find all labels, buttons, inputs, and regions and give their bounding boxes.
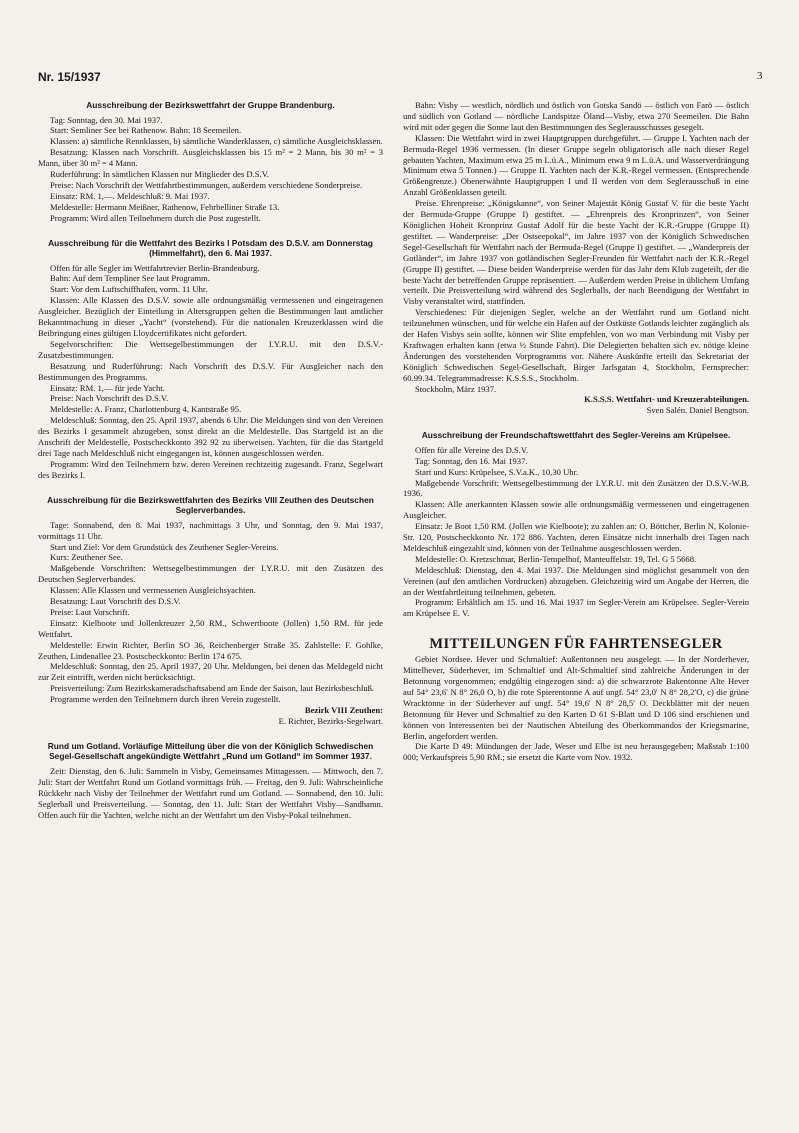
paragraph: Meldestelle: Erwin Richter, Berlin SO 36, Reichenberger Straße 35. Zahlstelle: F. Gohlke, Zeuthen, Lindenallee 23. Postscheckkonto: Berlin 174 675. (38, 639, 383, 661)
paragraph: Tage: Sonnabend, den 8. Mai 1937, nachmittags 3 Uhr, und Sonntag, den 9. Mai 1937, vormittags 11 Uhr. (38, 519, 383, 541)
section-brandenburg (38, 100, 383, 224)
mitteilungen-heading: MITTEILUNGEN FÜR FAHRTENSEGLER (429, 636, 723, 653)
left-column (38, 100, 383, 820)
paragraph: Stockholm, März 1937. (415, 383, 497, 394)
issue-number: Nr. 15/1937 (38, 70, 101, 84)
paragraph: Programm: Wird allen Teilnehmern durch die Post zugestellt. (50, 212, 261, 223)
paragraph: Offen für alle Vereine des D.S.V. (415, 444, 529, 455)
paragraph: Einsatz: RM. 1,— für jede Yacht. (50, 382, 165, 393)
section-potsdam (38, 238, 383, 481)
section-zeuthen (38, 495, 383, 727)
paragraph: Tag: Sonntag, den 30. Mai 1937. (50, 114, 163, 125)
paragraph: Segelvorschriften: Die Wettsegelbestimmungen der I.Y.R.U. mit den D.S.V.-Zusatzbestimmungen. (38, 338, 383, 360)
paragraph: Start: Vor dem Luftschiffhafen, vorm. 11 Uhr. (50, 284, 208, 295)
paragraph: Zeit: Dienstag, den 6. Juli: Sammeln in Visby, Gemeinsames Mittagessen. — Mittwoch, den 7. Juli: Start der Wettfahrt Rund um Gotland vormittags früh. — Freitag, den 9. Juli: Wahrscheinliche Rückkehr nach Visby der Teilnehmer der Wettfahrt rund um Gotland. — Sonnabend, den 10. Juli: Seglerball und Preisverteilung. — Sonntag, den 11. Juli: Start der Wettfahrt Visby—Sandhamn. Offen auch für die Yachten, welche nicht an der Wettfahrt um den Visby-Pokal teilnehmen. (38, 765, 383, 820)
paragraph: Preise: Nach Vorschrift des D.S.V. (50, 393, 169, 404)
paragraph: Meldestelle: Hermann Meißner, Rathenow, Fehrbelliner Straße 13. (50, 201, 280, 212)
paragraph: Programm: Wird den Teilnehmern bzw. deren Vereinen rechtzeitig zugesandt. Franz, Segelwart des Bezirks I. (38, 458, 383, 480)
signature-line: K.S.S.S. Wettfahrt- und Kreuzerabteilungen. (584, 394, 749, 405)
paragraph: Kurs: Zeuthener See. (50, 552, 123, 563)
paragraph: Bahn: Auf dem Templiner See laut Programm. (50, 273, 210, 284)
paragraph: Start und Kurs: Krüpelsee, S.V.a.K., 10,30 Uhr. (415, 466, 579, 477)
section-title: Ausschreibung der Freundschaftswettfahrt des Segler-Vereins am Krüpelsee. (421, 430, 731, 441)
section-gotland (38, 741, 383, 821)
paragraph: Klassen: a) sämtliche Rennklassen, b) sämtliche Wanderklassen, c) sämtliche Ausgleichsklassen. (50, 136, 383, 147)
section-gotland-continued (403, 100, 749, 416)
signature-line: Bezirk VIII Zeuthen: (304, 705, 383, 716)
paragraph: Preisverteilung: Zum Bezirkskameradschaftsabend am Ende der Saison, laut Bezirksbeschluß. (50, 683, 375, 694)
section-title: Ausschreibung der Bezirkswettfahrt der Gruppe Brandenburg. (86, 100, 335, 110)
paragraph: Einsatz: Kielboote und Jollenkreuzer 2,50 RM., Schwertboote (Jollen) 1,50 RM. für jede Wettfahrt. (38, 617, 383, 639)
paragraph: Offen für alle Segler im Wettfahrtrevier Berlin-Brandenburg. (50, 262, 260, 273)
paragraph: Ruderführung: In sämtlichen Klassen nur Mitglieder des D.S.V. (50, 169, 269, 180)
section-title: Ausschreibung für die Wettfahrt des Bezirks I Potsdam des D.S.V. am Donnerstag (Himmelfahrt), den 6. Mai 1937. (48, 237, 373, 259)
paragraph: Meldestelle: O. Kretzschmar, Berlin-Tempelhof, Manteuffelstr. 19, Tel. G 5 5668. (415, 553, 697, 564)
paragraph: Meldeschluß: Sonntag, den 25. April 1937, 20 Uhr. Meldungen, bei denen das Meldegeld nicht zur Zeit eintrifft, werden nicht berücksichtigt. (38, 661, 383, 683)
paragraph: Tag: Sonntag, den 16. Mai 1937. (415, 455, 528, 466)
signature-line: Sven Salén. Daniel Bengtson. (646, 405, 749, 416)
paragraph: Start und Ziel: Vor dem Grundstück des Zeuthener Segler-Vereins. (50, 541, 279, 552)
paragraph: Preise. Ehrenpreise: „Königskanne“, von Seiner Majestät König Gustaf V. für die beste Yacht der Bermuda-Gruppe (Gruppe I) gestiftet. — „Ehrenpreis des Kronprinzen“, von Seiner Königlichen Hoheit Kronprinz Gustaf Adolf für die beste Yacht der K.R.-Gruppe (Gruppe II) gestiftet. — Wanderpreise: „Der Ostseepokal“, im Jahre 1937 von der Königlich Schwedischen Segel-Gesellschaft für Wettfahrt nach der Bermuda-Regel (Gruppe I) gestiftet. — „Wanderpreis der Gotländer“, im Jahre 1937 von gotländischen Segler-Freunden für Wettfahrt nach der K.R.-Regel (Gruppe II) gestiftet. — Diese beiden Wanderpreise werden für das Jahr dem Klub zugeteilt, der die beste Yacht der betreffenden Gruppe repräsentiert. — Außerdem werden Preise in üblichem Umfang verteilt. Die Preisverteilung wird während des Seglerballs, der nach Beendigung der Wettfahrt in Visby veranstaltet wird, stattfinden. (403, 198, 749, 307)
paragraph: Die Karte D 49: Mündungen der Jade, Weser und Elbe ist neu herausgegeben; Maßstab 1:100 000; Verkaufspreis 5,90 RM.; sie ersetzt die Karte vom Nov. 1932. (403, 741, 749, 763)
paragraph: Besatzung und Ruderführung: Nach Vorschrift des D.S.V. Für Ausgleicher nach den Bestimmungen des Programms. (38, 360, 383, 382)
paragraph: Klassen: Alle Klassen und vermessenen Ausgleichsyachten. (50, 585, 256, 596)
paragraph: Bahn: Visby — westlich, nördlich und östlich von Gotska Sandö — östlich von Farö — östlich und südlich von Gotland — nördliche Landspitze Öland—Visby, etwa 270 Seemeilen. Die Bahn wird mit oder gegen die Sonne laut den Bestimmungen des Seglerausschusses gesegelt. (403, 100, 749, 132)
paragraph: Start: Semliner See bei Rathenow. Bahn: 18 Seemeilen. (50, 125, 242, 136)
paragraph: Meldestelle: A. Franz, Charlottenburg 4, Kantstraße 95. (50, 404, 242, 415)
paragraph: Einsatz: Je Boot 1,50 RM. (Jollen wie Kielboote); zu zahlen an: O. Böttcher, Berlin N, Kolonie-Str. 120, Postscheckkonto Nr. 172 886. Yachten, deren Einsätze nicht innerhalb drei Tagen nach Meldeschluß eingezahlt sind, können von der Teilnahme ausgeschlossen werden. (403, 521, 749, 553)
section-title: Ausschreibung für die Bezirkswettfahrten des Bezirks VIII Zeuthen des Deutschen Seglerverbandes. (47, 494, 374, 516)
paragraph: Maßgebende Vorschrift: Wettsegelbestimmung der I.Y.R.U. mit den Zusätzen der D.S.V.-W.B. 1936. (403, 477, 749, 499)
paragraph: Maßgebende Vorschriften: Wettsegelbestimmungen der I.Y.R.U. mit den Zusätzen des Deutschen Seglerverbandes. (38, 563, 383, 585)
signature-line: E. Richter, Bezirks-Segelwart. (278, 716, 383, 726)
paragraph: Einsatz: RM. 1,—. Meldeschluß: 9. Mai 1937. (50, 190, 210, 201)
paragraph: Preise: Laut Vorschrift. (50, 606, 130, 617)
paragraph: Verschiedenes: Für diejenigen Segler, welche an der Wettfahrt rund um Gotland nicht teilzunehmen wünschen, und für welche ein Hafen auf der Ostküste Gotlands leichter zugänglich als der Hafen Visbys sein sollte, können wir Slite empfehlen, von wo man Verbindung mit Visby per Kraftwagen erhalten kann (etwa ½ Stunde Fahrt). Die Delegierten behalten sich ev. nötige kleine Änderungen des vorstehenden Vorprogramms vor. Nähere Auskünfte erteilt das Sekretariat der Königlich Schwedischen Segel-Gesellschaft, Birger Jarlsgatan 4, Stockholm, Fernsprecher: 60.99.34. Telegrammadresse: K.S.S.S., Stockholm. (403, 307, 749, 383)
section-mitteilungen (403, 636, 749, 763)
right-column (403, 100, 749, 763)
paragraph: Programm: Erhältlich am 15. und 16. Mai 1937 im Segler-Verein am Krüpelsee. Segler-Verein am Krüpelsee E. V. (403, 597, 749, 619)
section-krupelsee (403, 430, 749, 619)
paragraph: Klassen: Alle Klassen des D.S.V. sowie alle ordnungsmäßig vermessenen und eingetragenen Ausgleicher. Bezüglich der Einteilung in Altersgruppen gelten die Bestimmungen laut amtlicher Bekanntmachung in dieser „Yacht“ (vorstehend). Für die nationalen Kreuzerklassen wird die Beibringung eines gültigen Lloydcertifikates nicht gefordert. (38, 295, 383, 338)
section-title: Rund um Gotland. Vorläufige Mitteilung über die von der Königlich Schwedischen Segel-Gesellschaft angekündigte Wettfahrt „Rund um Gotland“ im Sommer 1937. (47, 740, 374, 762)
paragraph: Meldeschluß: Sonntag, den 25. April 1937, abends 6 Uhr. Die Meldungen sind von den Vereinen des Bezirks I gesammelt abzugeben, sonst direkt an die Meldestelle. Das Startgeld ist an die Anschrift der Meldestelle, Postscheckkonto 392 92 zu überweisen. Yachten, für die das Startgeld drei Tage nach Meldeschluß nicht eingegangen ist, können ausgeschlossen werden. (38, 415, 383, 458)
paragraph: Preise: Nach Vorschrift der Wettfahrtbestimmungen, außerdem verschiedene Sonderpreise. (50, 179, 363, 190)
paragraph: Klassen: Alle anerkannten Klassen sowie alle ordnungsmäßig vermessenen und eingetragenen Ausgleicher. (403, 499, 749, 521)
page-number: 3 (757, 70, 763, 82)
paragraph: Klassen: Die Wettfahrt wird in zwei Hauptgruppen durchgeführt. — Gruppe I. Yachten nach der Bermuda-Regel 1936 vermessen. (In dieser Gruppe segeln obligatorisch alle nach dieser Regel gebauten Yachten, Maximum etwa 25 m L.ü.A., Minimum etwa 9 m L.ü.A. und Wasserverdrängung Minimum etwa 5 Tonnen.) — Gruppe II. Yachten nach der K.R.-Regel vermessen. (Entsprechende Größengrenze.) Obenerwähnte Hauptgruppen I und II werden von dem Seglerausschuß in eine Anzahl Größenklassen geteilt. (403, 132, 749, 198)
paragraph: Besatzung: Klassen nach Vorschrift. Ausgleichsklassen bis 15 m² = 2 Mann, bis 30 m² = 3 Mann, über 30 m² = 4 Mann. (38, 147, 383, 169)
paragraph: Besatzung: Laut Vorschrift des D.S.V. (50, 596, 181, 607)
paragraph: Programme werden den Teilnehmern durch ihren Verein zugestellt. (50, 694, 281, 705)
paragraph: Gebiet Nordsee. Hever und Schmaltief: Außentonnen neu ausgelegt. — In der Norderhever, Mittelhever, Süderhever, im Schmaltief und Alt-Schmaltief sind zahlreiche Änderungen in der Betonnung vorgenommen; endgültig eingezogen sind: a) die schwarzrote Bakentonne Alte Hever auf 54° 23,6′ N 8° 26,0 O, b) die rote Spierentonne A auf ungf. 54° 23,0′ N 8° 28,2′O, c) die grüne Wracktonne in der Süderhever auf ungf. 54° 19,6′ N 8° 28,5′ O. Deckblätter mit der neuen Betonnung für Hever und Schmaltief zu den Karten D 61 S-Blatt und D 106 sind erschienen und können von Interessenten bei der Nautischen Abteilung des Oberkommandos der Kriegsmarine, Berlin, angefordert werden. (403, 654, 749, 741)
paragraph: Meldeschluß: Dienstag, den 4. Mai 1937. Die Meldungen sind möglichst gesammelt von den Vereinen (auf den amtlichen Vordrucken) abzugeben. Gleichzeitig wird um Angabe der Herren, die an der Wettfahrtleitung teilnehmen, gebeten. (403, 564, 749, 597)
